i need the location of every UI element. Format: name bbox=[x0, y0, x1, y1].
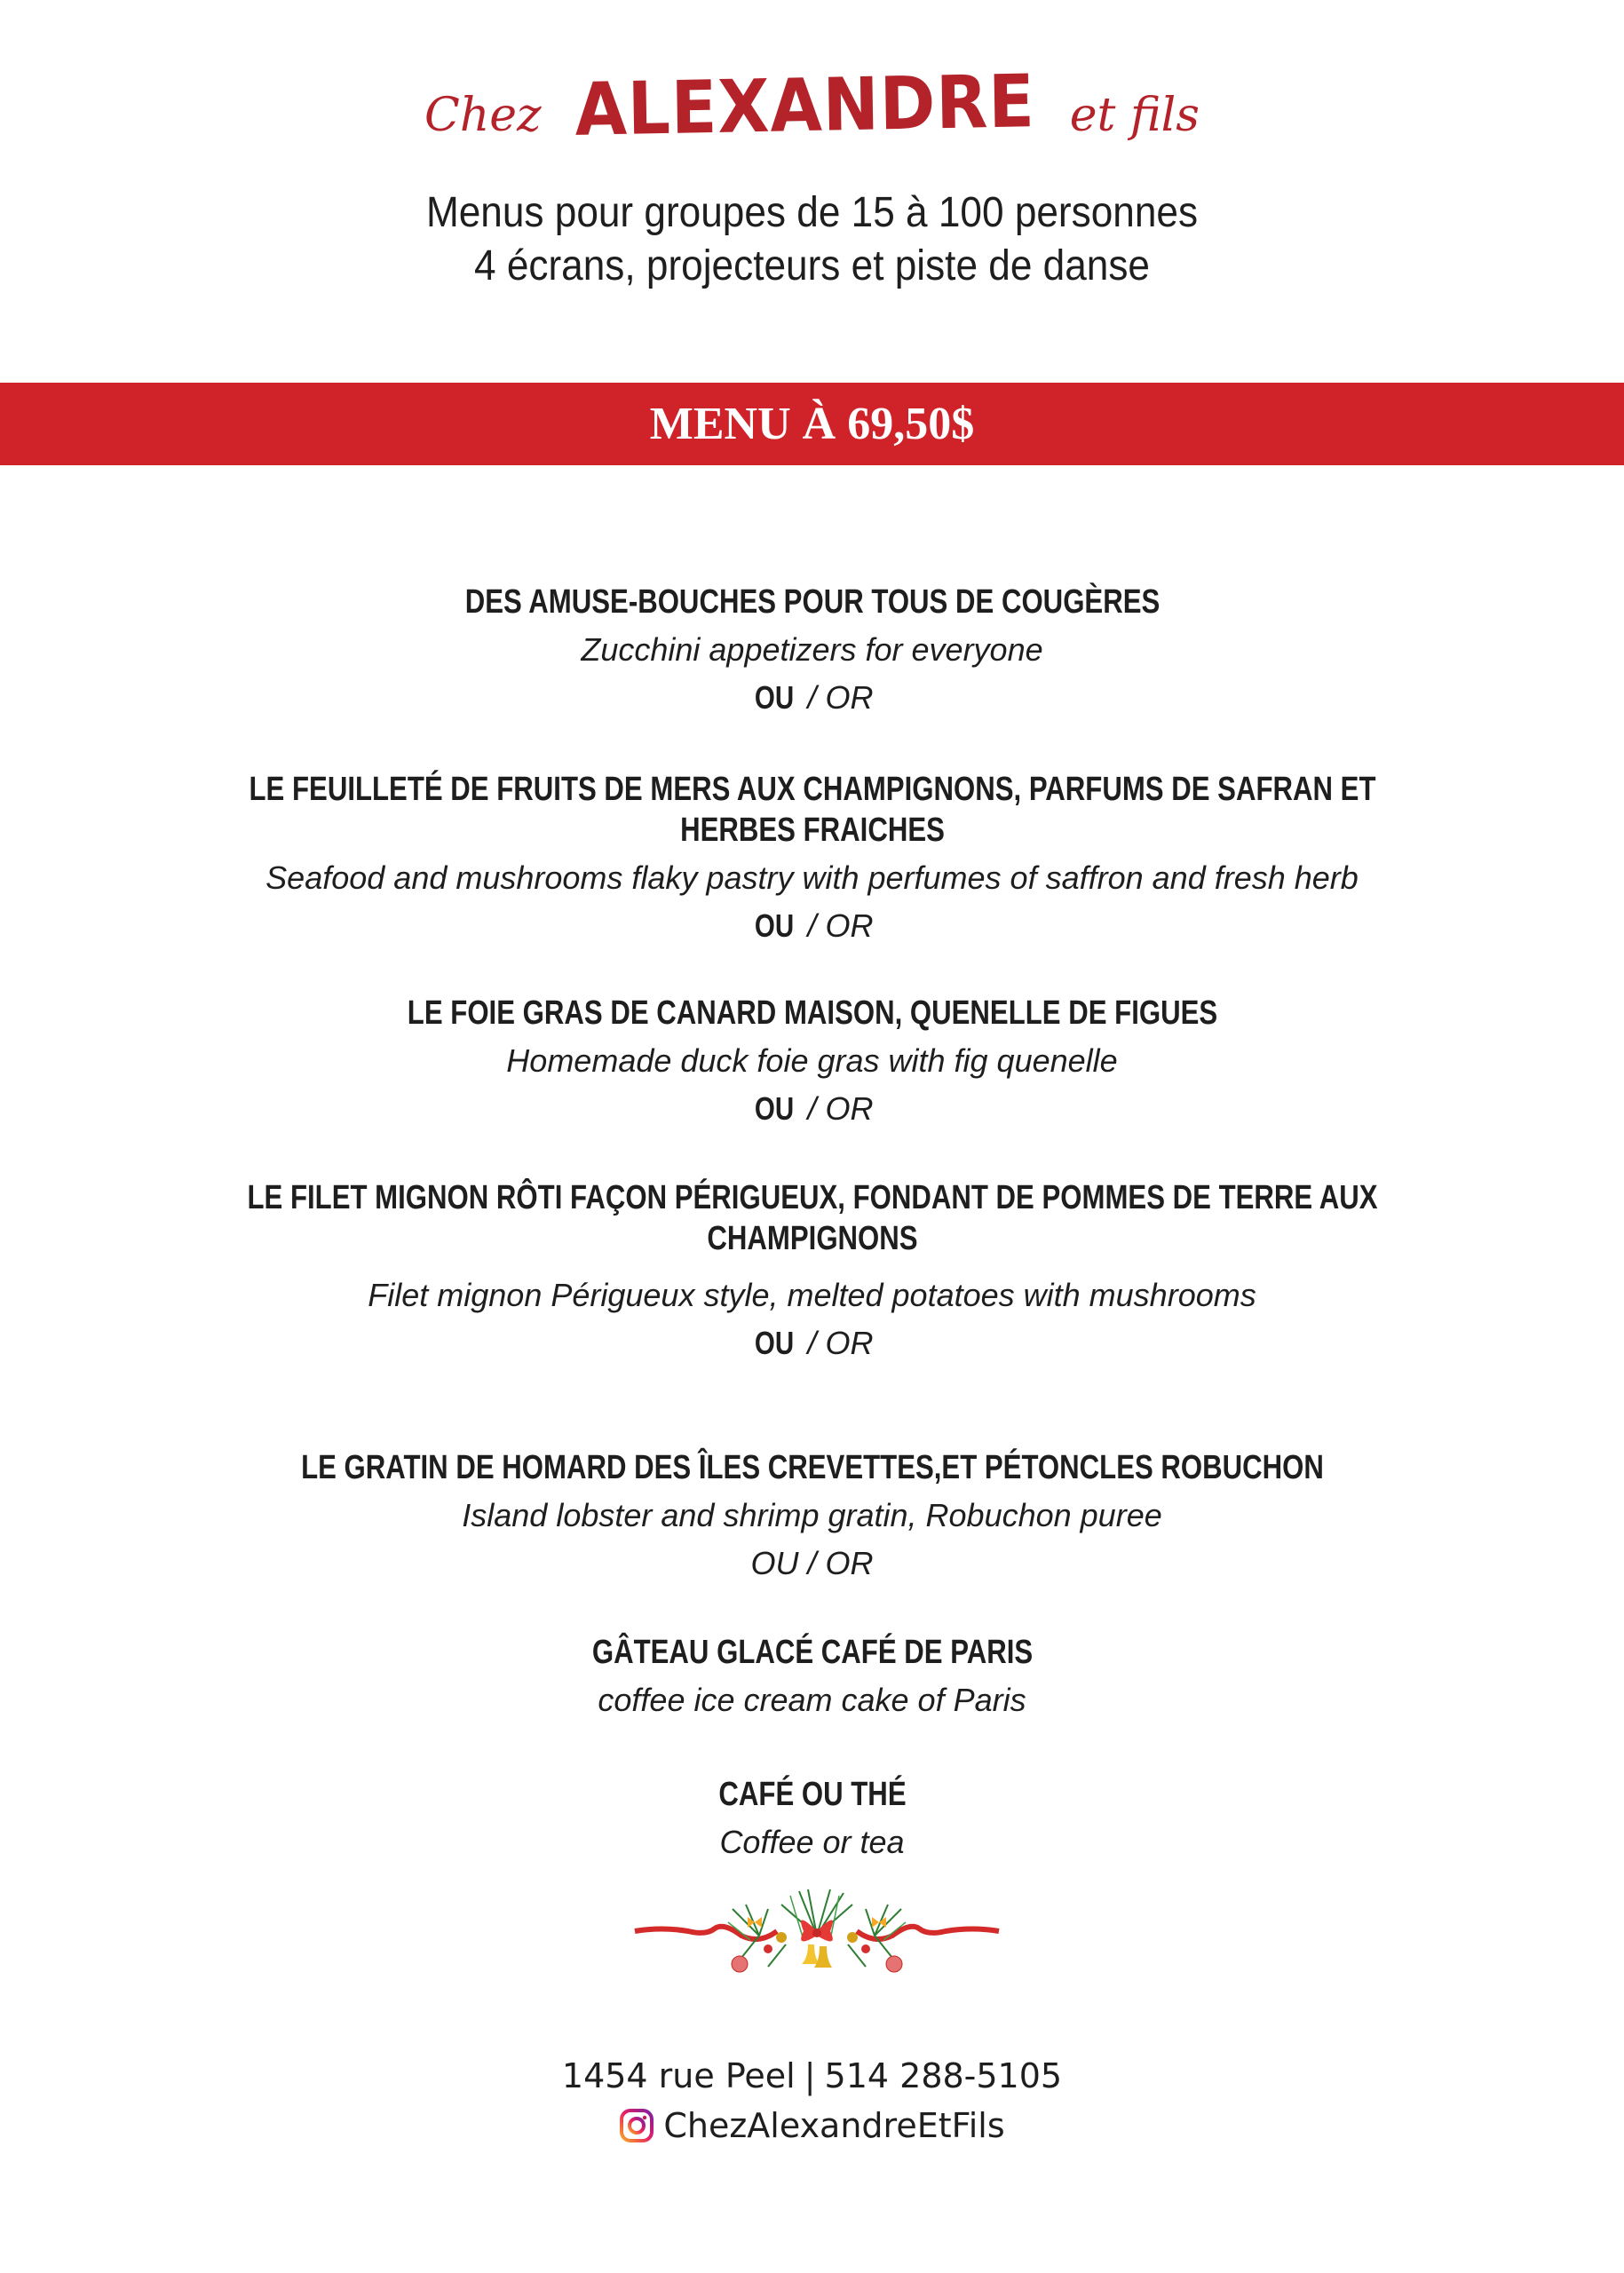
or-separator: OU / OR bbox=[750, 1545, 874, 1581]
restaurant-logo bbox=[0, 59, 1624, 153]
menu-item-french: CAFÉ OU THÉ bbox=[717, 1776, 907, 1813]
or-separator: OU / OR bbox=[755, 1090, 874, 1127]
menu-item bbox=[0, 582, 1624, 718]
separator: | bbox=[804, 2056, 816, 2095]
christmas-garland-icon bbox=[626, 1882, 1008, 1984]
instagram-icon bbox=[619, 2108, 654, 2143]
or-separator: OU / OR bbox=[755, 679, 874, 716]
menu-price-title: MENU À 69,50$ bbox=[649, 399, 975, 449]
menu-item-french: GÂTEAU GLACÉ CAFÉ DE PARIS bbox=[591, 1634, 1033, 1671]
menu-item-french: DES AMUSE-BOUCHES POUR TOUS DE COUGÈRES bbox=[464, 583, 1160, 621]
menu-item-french: LE FILET MIGNON RÔTI FAÇON PÉRIGUEUX, FONDANT DE POMMES DE TERRE AUX CHAMPIGNONS bbox=[247, 1179, 1377, 1257]
subtitle-line-2: 4 écrans, projecteurs et piste de danse bbox=[474, 242, 1150, 289]
instagram-link[interactable] bbox=[619, 2101, 1004, 2150]
menu-item bbox=[0, 1632, 1624, 1721]
menu-item bbox=[0, 1177, 1624, 1364]
phone-number[interactable]: 514 288-5105 bbox=[824, 2056, 1063, 2095]
address-phone-line bbox=[0, 2051, 1624, 2101]
footer-contact bbox=[0, 2051, 1624, 2157]
menu-item-english: Filet mignon Périgueux style, melted potatoes with mushrooms bbox=[368, 1277, 1256, 1313]
menu-item bbox=[0, 993, 1624, 1129]
menu-item-french: LE FEUILLETÉ DE FRUITS DE MERS AUX CHAMPIGNONS, PARFUMS DE SAFRAN ET HERBES FRAICHES bbox=[249, 771, 1375, 849]
menu-item-french: LE FOIE GRAS DE CANARD MAISON, QUENELLE DE FIGUES bbox=[407, 994, 1217, 1032]
menu-item bbox=[0, 1774, 1624, 1863]
address: 1454 rue Peel bbox=[561, 2056, 796, 2095]
or-separator: OU / OR bbox=[755, 1325, 874, 1361]
logo-suffix: et fils bbox=[1069, 89, 1200, 142]
logo-brand: ALEXANDRE bbox=[574, 59, 1036, 153]
logo-prefix: Chez bbox=[424, 89, 542, 142]
menu-item-english: Seafood and mushrooms flaky pastry with perfumes of saffron and fresh herb bbox=[265, 859, 1359, 896]
menu-item-english: Homemade duck foie gras with fig quenelle bbox=[506, 1042, 1118, 1079]
or-separator: OU / OR bbox=[755, 907, 874, 944]
menu-item bbox=[0, 1447, 1624, 1584]
instagram-handle: ChezAlexandreEtFils bbox=[663, 2106, 1005, 2145]
menu-item-english: Coffee or tea bbox=[719, 1824, 905, 1860]
menu-item-french: LE GRATIN DE HOMARD DES ÎLES CREVETTES,ET PÉTONCLES ROBUCHON bbox=[300, 1449, 1324, 1486]
menu-item-english: Zucchini appetizers for everyone bbox=[581, 631, 1043, 668]
menu-price-banner bbox=[0, 383, 1624, 465]
subtitle-line-1: Menus pour groupes de 15 à 100 personnes bbox=[425, 189, 1199, 236]
menu-item-english: Island lobster and shrimp gratin, Robuchon puree bbox=[462, 1497, 1162, 1533]
menu-item-english: coffee ice cream cake of Paris bbox=[598, 1682, 1026, 1718]
subtitle bbox=[0, 186, 1624, 293]
menu-item bbox=[0, 769, 1624, 946]
